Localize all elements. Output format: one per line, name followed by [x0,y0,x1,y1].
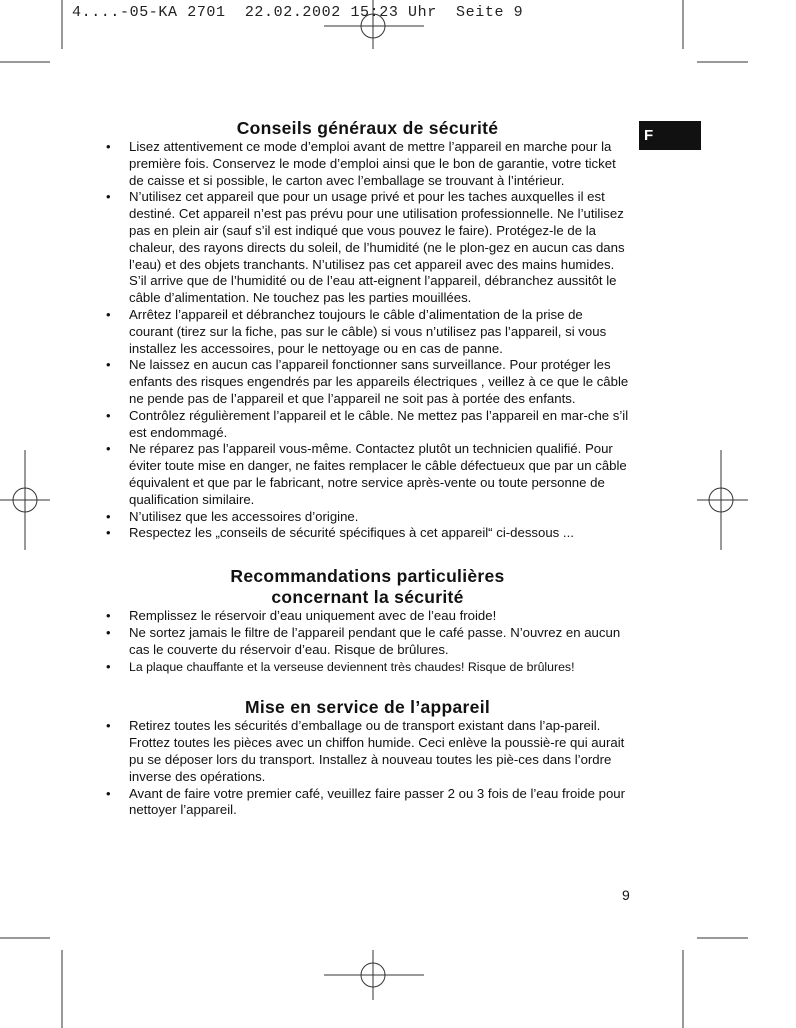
registration-target-right [697,450,748,550]
list-item: • Ne sortez jamais le filtre de l’appareil pendant que le café passe. N’ouvrez en aucun cas le couverte du réservoir d’eau. Risque de brûlures. [105,625,630,659]
section-heading-safety-general [105,118,630,139]
list-item: • Avant de faire votre premier café, veuillez faire passer 2 ou 3 fois de l’eau froide pour nettoyer l’appareil. [105,786,630,820]
bullet-list-first-use [105,718,630,819]
section-heading-safety-specific [105,566,630,608]
registration-target-top [324,0,424,49]
page-number: 9 [622,887,630,903]
list-item: • Arrêtez l’appareil et débranchez toujours le câble d’alimentation de la prise de courant (tirez sur la fiche, pas sur le câble) si vous n’utilisez pas l’appareil, si vous installez les accessoires, pour le nettoyage ou en cas de panne. [105,307,630,357]
bullet-list-safety-specific [105,608,630,675]
list-item: • La plaque chauffante et la verseuse deviennent très chaudes! Risque de brûlures! [105,659,630,676]
list-item: • Remplissez le réservoir d’eau uniquement avec de l’eau froide! [105,608,630,625]
list-item: • Retirez toutes les sécurités d’emballage ou de transport existant dans l’ap-pareil. Frottez toutes les pièces avec un chiffon humide. Ceci enlève la poussiè-re qui aurait pu se déposer lors du transport. Installez à nouveau toutes les piè-ces dans l’ordre inverse des opérations. [105,718,630,785]
list-item: • Lisez attentivement ce mode d’emploi avant de mettre l’appareil en marche pour la première fois. Conservez le mode d’emploi ainsi que le bon de garantie, votre ticket de caisse et si possible, le carton avec l’emballage se trouvant à l’intérieur. [105,139,630,189]
list-item: • Ne laissez en aucun cas l’appareil fonctionner sans surveillance. Pour protéger les enfants des risques engendrés par les appareils électriques , veillez à ce que le câble ne pende pas de l’appareil et que l’appareil ne soit pas à portée des enfants. [105,357,630,407]
list-item: • Contrôlez régulièrement l’appareil et le câble. Ne mettez pas l’appareil en mar-che s’il est endommagé. [105,408,630,442]
registration-target-left [0,450,50,550]
bullet-list-safety-general [105,139,630,542]
list-item: • Ne réparez pas l’appareil vous-même. Contactez plutôt un technicien qualifié. Pour éviter toute mise en danger, ne faites remplacer le câble défectueux que par un câble équivalent et que par le fabricant, notre service après-vente ou toute personne de qualification similaire. [105,441,630,508]
section-heading-first-use [105,697,630,718]
heading-line: Conseils généraux de sécurité [236,118,499,138]
heading-line: Mise en service de l’appareil [244,697,491,718]
print-slug: 4....-05-KA 2701 22.02.2002 15:23 Uhr Seite 9 [72,4,524,21]
manual-content [105,118,630,819]
heading-line: concernant la sécurité [271,587,464,608]
heading-line: Recommandations particulières [230,566,505,587]
list-item: • Respectez les „conseils de sécurité spécifiques à cet appareil“ ci-dessous ... [105,525,630,542]
list-item: • N’utilisez que les accessoires d’origine. [105,509,630,526]
registration-target-bottom [324,950,424,1000]
list-item: • N’utilisez cet appareil que pour un usage privé et pour les taches auxquelles il est destiné. Cet appareil n’est pas prévu pour une utilisation professionnelle. Ne l’utilisez pas en plein air (sauf s’il est indiqué que vous pouvez le faire). Protégez-le de la chaleur, des rayons directs du soleil, de l’humidité (ne le plon-gez en aucun cas dans l’eau) et des objets tranchants. N’utilisez pas cet appareil avec des mains humides. S’il arrive que de l’humidité ou de l’eau att-eignent l’appareil, débranchez aussitôt le câble d’alimentation. Ne touchez pas les parties mouillées. [105,189,630,307]
language-tab: F [639,121,701,150]
